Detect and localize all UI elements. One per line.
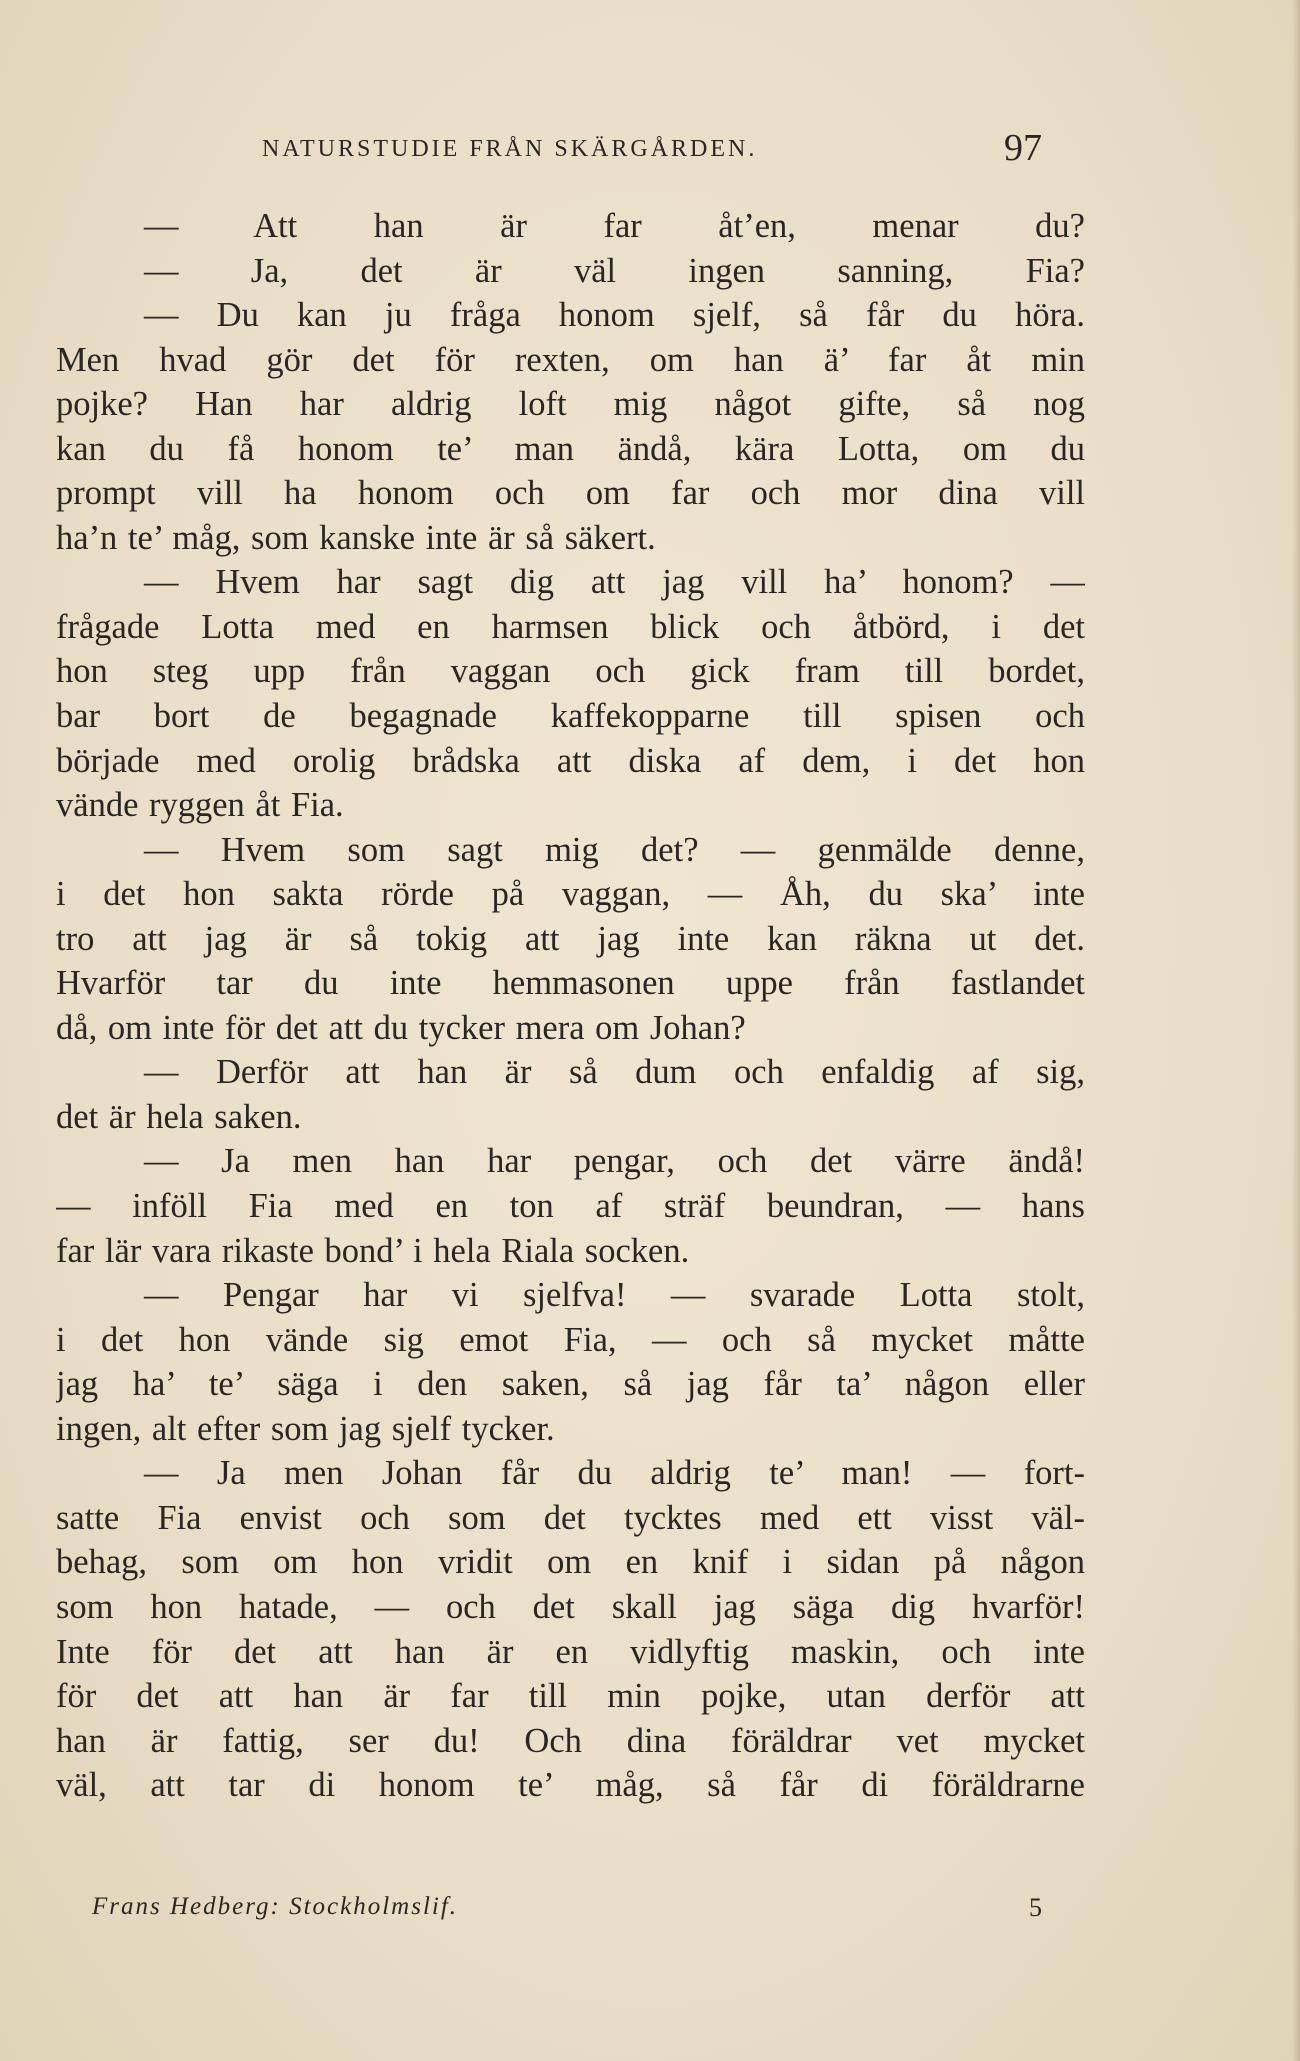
text-line: pojke? Han har aldrig loft mig något gifte, så nog: [56, 385, 1085, 424]
text-line: — Hvem som sagt mig det? — genmälde denne,: [144, 830, 1085, 869]
text-line: som hon hatade, — och det skall jag säga dig hvarför!: [56, 1587, 1085, 1626]
text-line: behag, som om hon vridit om en knif i sidan på någon: [56, 1543, 1085, 1582]
text-line: — inföll Fia med en ton af sträf beundran, — hans: [56, 1187, 1085, 1226]
text-line: Hvarför tar du inte hemmasonen uppe från fastlandet: [56, 964, 1085, 1003]
page-edge-shadow: [1292, 0, 1300, 2061]
running-head: NATURSTUDIE FRÅN SKÄRGÅRDEN.: [262, 136, 758, 162]
text-line: prompt vill ha honom och om far och mor dina vill: [56, 474, 1085, 513]
text-line: tro att jag är så tokig att jag inte kan räkna ut det.: [56, 919, 1085, 958]
sheet-signature: 5: [1029, 1893, 1042, 1922]
body-text: [56, 204, 1085, 1808]
text-line: det är hela saken.: [56, 1097, 302, 1136]
text-line: — Att han är far åt’en, menar du?: [144, 207, 1085, 245]
footer-author-title: Frans Hedberg: Stockholmslif.: [92, 1893, 459, 1920]
page-header: [262, 126, 1042, 176]
text-line: Men hvad gör det för rexten, om han ä’ far åt min: [56, 340, 1085, 379]
text-line: han är fattig, ser du! Och dina föräldrar vet mycket: [56, 1721, 1085, 1760]
text-line: då, om inte för det att du tycker mera om Johan?: [56, 1008, 746, 1047]
text-line: — Ja men han har pengar, och det värre ändå!: [144, 1142, 1085, 1181]
text-line: frågade Lotta med en harmsen blick och åtbörd, i det: [56, 607, 1085, 646]
text-line: kan du få honom te’ man ändå, kära Lotta, om du: [56, 429, 1085, 468]
page-number: 97: [1004, 127, 1042, 169]
text-line: ha’n te’ måg, som kanske inte är så säkert.: [56, 518, 656, 557]
text-line: i det hon sakta rörde på vaggan, — Åh, du ska’ inte: [56, 875, 1085, 914]
page-footer: [92, 1893, 1042, 1933]
text-line: vände ryggen åt Fia.: [56, 786, 344, 825]
text-line: hon steg upp från vaggan och gick fram till bordet,: [56, 652, 1085, 691]
text-line: — Ja, det är väl ingen sanning, Fia?: [144, 251, 1085, 290]
text-line: — Hvem har sagt dig att jag vill ha’ honom? —: [144, 563, 1085, 602]
text-line: far lär vara rikaste bond’ i hela Riala socken.: [56, 1231, 690, 1270]
text-line: — Du kan ju fråga honom sjelf, så får du höra.: [144, 296, 1085, 335]
text-line: för det att han är far till min pojke, utan derför att: [56, 1677, 1085, 1716]
text-line: väl, att tar di honom te’ måg, så får di föräldrarne: [56, 1766, 1085, 1805]
text-line: satte Fia envist och som det tycktes med ett visst väl-: [56, 1498, 1085, 1537]
text-line: — Ja men Johan får du aldrig te’ man! — fort-: [144, 1454, 1085, 1493]
text-line: i det hon vände sig emot Fia, — och så mycket måtte: [56, 1320, 1085, 1359]
text-line: Inte för det att han är en vidlyftig maskin, och inte: [56, 1632, 1085, 1671]
text-line: började med orolig brådska att diska af dem, i det hon: [56, 741, 1085, 780]
text-line: — Derför att han är så dum och enfaldig af sig,: [144, 1053, 1085, 1092]
text-line: bar bort de begagnade kaffekopparne till spisen och: [56, 697, 1085, 736]
text-line: — Pengar har vi sjelfva! — svarade Lotta stolt,: [144, 1276, 1085, 1315]
text-line: ingen, alt efter som jag sjelf tycker.: [56, 1409, 555, 1448]
text-line: jag ha’ te’ säga i den saken, så jag får ta’ någon eller: [56, 1365, 1085, 1404]
